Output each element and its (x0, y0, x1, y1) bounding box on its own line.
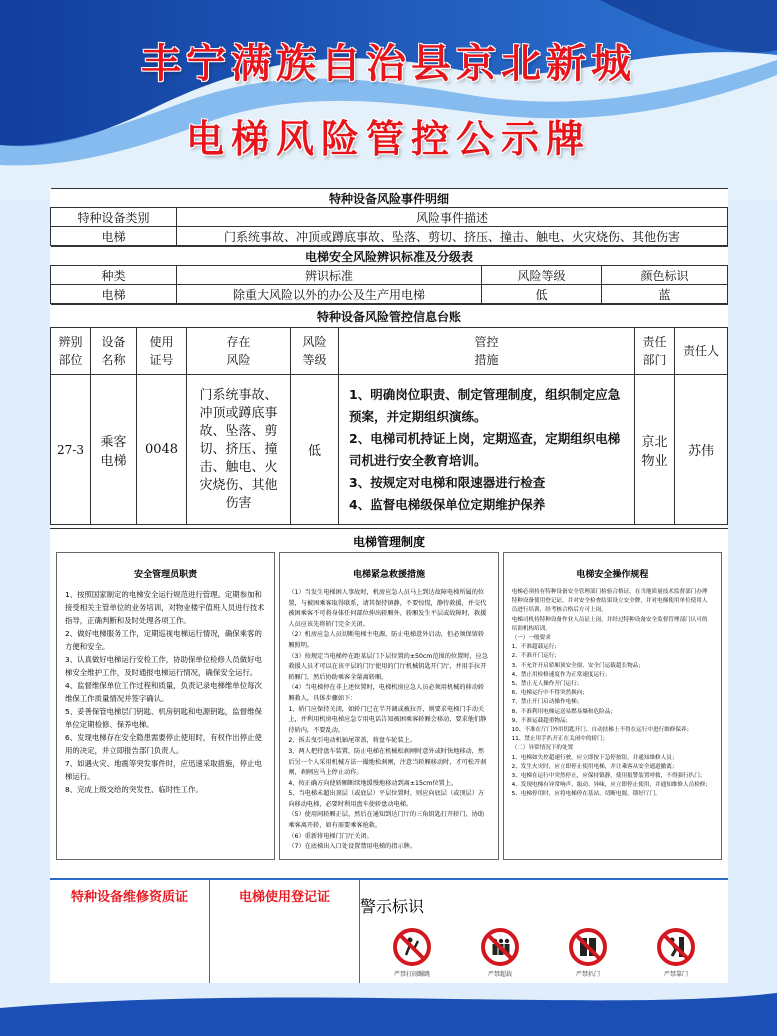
measures-cell (339, 375, 635, 525)
table-cell: 苏伟 (675, 375, 728, 525)
table-header: 风险事件描述 (177, 208, 728, 227)
section-title: 电梯管理制度 (50, 528, 728, 551)
table-header (291, 328, 339, 375)
column-paragraph: （6）重新将电梯门门厅关闭。 (288, 832, 373, 840)
measure-item: 3、按规定对电梯和限速器进行检查 (349, 474, 546, 490)
column-paragraph: 8、完成上级交给的突发性、临时性工作。 (65, 785, 203, 794)
column-paragraph: 2、不准开门运行； (511, 653, 560, 660)
content-panel (50, 188, 728, 983)
section-title: 电梯安全风险辨识标准及分级表 (51, 247, 728, 266)
cell-text: 门系统事故、冲顶或蹲底事故、坠落、剪切、挤压、撞击、触电、火灾烧伤、其他伤害 (199, 387, 278, 511)
warning-sign (647, 927, 705, 978)
table-header: 颜色标识 (602, 266, 728, 285)
column-body (512, 588, 713, 800)
header-text: 设备名称 (101, 335, 126, 367)
table-cell: 27-3 (51, 375, 91, 525)
maintenance-cert-label: 特种设备维修资质证 (70, 890, 188, 905)
table-header (635, 328, 675, 375)
table-cell (91, 375, 137, 525)
risk-grading-table (50, 246, 728, 304)
measure-item: 2、电梯司机持证上岗，定期巡查，定期组织电梯司机进行安全教育培训。 (349, 430, 621, 468)
header-text: 使用证号 (149, 335, 174, 367)
column-body (65, 588, 266, 796)
table-cell: 低 (482, 285, 602, 304)
header-text: 责任部门 (642, 335, 667, 367)
column-paragraph: （二）异常情况下的处置 (511, 745, 574, 752)
risk-ledger-table (50, 304, 728, 525)
table-header: 责任人 (675, 328, 728, 375)
column-paragraph: 4、按正确方向使轿厢断续地缓慢地移动到离±15cm位置上。 (288, 779, 458, 787)
column-paragraph: 3、认真做好电梯运行安检工作，协助保单位检修人员做好电梯安全维护工作，及时通报电梯运行情况，确保安全运行。 (65, 655, 262, 677)
column-paragraph: 1、按照国家制定的电梯安全运行规范进行管理。定期参加和接受相关主管单位的业务培训，对物业楼宇值班人员进行技术指导，正确判断和及时处理各项工作。 (65, 590, 265, 625)
measure-item: 4、监督电梯级保单位定期维护保养 (349, 496, 546, 512)
sign-caption: 严禁扒门 (575, 971, 600, 978)
column-paragraph: 10、不准在厅门外用钥匙开门、自动扶梯上不得在运行中进行维修保养； (511, 727, 693, 734)
column-title: 电梯安全操作规程 (576, 570, 649, 580)
header-background (0, 0, 777, 200)
column-paragraph: 4、监督维保单位工作过程和质量，负责记录电梯维单位每次维保工作质量情况并签字确认。 (65, 681, 262, 703)
table-cell: 0048 (137, 375, 187, 525)
maintenance-cert-box (50, 880, 210, 985)
warning-signs (360, 917, 728, 978)
column-paragraph: （4）当电梯停在非上述位置时，电梯机房应急人员必须用机械的移动轿厢救人，具体步骤如下： (288, 684, 485, 702)
column-paragraph: 电梯必须持有特种设备安全管理部门检验合格证，在当地质量技术监督部门办理特种设备使用登记证，并对安全检查结果设立安全牌，并对电梯使用单位使用人员进行培训，经考核合格后方可上岗。 (511, 589, 708, 614)
column-paragraph: 7、禁止开门启动操作电梯； (511, 699, 583, 706)
column-paragraph: （3）按规定当电梯停在距某层门下层位置的±50cm范围的位置时，应急救援人员才可以在该平层的门厅使用的门厅机械钥匙开门厅，并用手拉开轿厢门，然后协助乘客全量离轿厢。 (288, 652, 489, 681)
page-title: 丰宁满族自治县京北新城 (141, 40, 636, 87)
table-cell: 电梯 (51, 227, 177, 246)
no-leaning-icon (656, 927, 696, 967)
risk-events-table (50, 188, 728, 246)
column-paragraph: 3、电梯在运行中突然停止，应保持镇静，使用报警装置呼救，不得强行扒门； (511, 773, 706, 780)
column-paragraph: 电梯司机持特种设备作业人员证上岗，并经过特种设备安全监督管理部门认可的培训机构培训。 (511, 616, 708, 632)
sign-caption: 严禁打闹蹦跳 (393, 971, 430, 978)
table-cell (187, 375, 291, 525)
table-cell: 低 (291, 375, 339, 525)
column-paragraph: 4、禁止用检修速度作为正常速度运行； (511, 671, 611, 678)
no-prying-door-icon (568, 927, 608, 967)
column-paragraph: 1、轿门应保持关闭，如轿门已在半开调或被拉开，则要求电梯门手动关上，并利用机房电梯应急专用电话告知被困乘客轿厢会移动，要求他们静待轿内，不要乱动。 (288, 705, 487, 734)
section-title: 特种设备风险管控信息台账 (51, 305, 728, 328)
table-header (339, 328, 635, 375)
column-paragraph: 3、不允许开启轿厢顶安全窗、安全门运载超长物品； (511, 662, 644, 669)
table-header (137, 328, 187, 375)
warning-sign (471, 927, 529, 978)
column-paragraph: （5）使用间轿厢正层，然后在通知到达门厅的三角钥匙打开轿门，协助乘客离开轿，如有需要乘客抢救。 (288, 811, 485, 830)
table-header: 辨识标准 (177, 266, 482, 285)
table-header: 种类 (51, 266, 177, 285)
column-paragraph: （一）一般要求 (511, 635, 551, 642)
registration-cert-label: 电梯使用登记证 (238, 890, 330, 905)
cell-text: 乘客电梯 (100, 434, 127, 469)
column-paragraph: 2、拆去曳引电动机轴尾罩盖，将盘车轮装上。 (288, 737, 417, 745)
column-paragraph: 2、做好电梯服务工作，定期巡视电梯运行情况，确保乘客的方便和安全。 (65, 629, 262, 651)
page-subtitle: 电梯风险管控公示牌 (185, 116, 591, 161)
table-header: 风险等级 (482, 266, 602, 285)
footer-background (0, 983, 777, 1036)
column-body (288, 588, 489, 853)
column-paragraph: （1）当发生电梯困人事故时，机房应急人员马上到达故障电梯所属的位置，与被困乘客取得联系，请其保持镇静，不要惊慌，静待救援，并交代被困乘客不可将身体任何部位伸出轿厢外，轿厢发生平层或故障时，救援人员应该先将轿门完全关闭。 (288, 589, 487, 628)
table-cell: 蓝 (602, 285, 728, 304)
sign-caption: 严禁超载 (487, 971, 512, 978)
warning-sign (383, 927, 441, 978)
header-text: 管控措施 (474, 335, 499, 367)
column-paragraph: 6、电梯运行中不得突然换向； (511, 690, 588, 697)
column-paragraph: 11、禁止用手扒开正在关闭中的轿门； (511, 736, 609, 743)
column-paragraph: 7、如遇火灾、地震等突发事件时，应迅速采取措施，停止电梯运行。 (65, 759, 262, 781)
table-cell (635, 375, 675, 525)
header-text: 辨别部位 (58, 335, 83, 367)
column-title: 安全管理员职责 (134, 570, 198, 580)
table-header: 特种设备类别 (51, 208, 177, 227)
column-paragraph: 1、不准超载运行； (511, 644, 560, 651)
column-paragraph: 4、发现电梯有异常响声、振动、异味，应立即停止使用，并通知维修人员检修； (511, 782, 711, 789)
table-cell: 除重大风险以外的办公及生产用电梯 (177, 285, 482, 304)
table-cell: 电梯 (51, 285, 177, 304)
section-title: 特种设备风险事件明细 (51, 189, 728, 208)
column-paragraph: 2、发生火灾时，应立即停止使用电梯，并让乘客从安全通道撤离； (511, 763, 678, 770)
sign-caption: 严禁靠门 (663, 971, 688, 978)
no-climbing-icon (392, 927, 432, 967)
column-title: 电梯紧急救援措施 (352, 570, 425, 580)
no-overload-icon (480, 927, 520, 967)
header-text: 风险等级 (302, 335, 327, 367)
table-header (91, 328, 137, 375)
admin-duties-column (56, 552, 275, 860)
rescue-measures-column (279, 552, 498, 860)
column-paragraph: （2）机房应急人员切断电梯主电源，防止电梯意外启动，但必须保留轿厢照明。 (288, 631, 485, 649)
column-paragraph: 8、不准利用电梯运送易燃易爆和危险品； (511, 708, 616, 715)
column-paragraph: 3、两人把持盘车装置，防止电梯在机械松刹闸时意外或时快地移动，然后另一个人采用机械方法一撮地松刹闸，注意当轿厢移动时，才可松开刹闸，刹闸应马上停止动作。 (288, 747, 487, 777)
column-paragraph: 1、电梯如失控超速行驶，应立即按下急停按钮，并通知维修人员； (511, 754, 678, 761)
operation-rules-column (503, 552, 722, 860)
cell-text: 京北物业 (641, 434, 668, 469)
column-paragraph: 5、禁止无人操作开门运行； (511, 681, 583, 688)
warning-sign (559, 927, 617, 978)
bottom-section (50, 878, 728, 985)
measure-item: 1、明确岗位职责、制定管理制度，组织制定应急预案，并定期组织演练。 (349, 386, 621, 424)
column-paragraph: 5、电梯停用时，应将电梯停在基站，切断电源，锁好厅门。 (511, 791, 661, 798)
column-paragraph: 5、妥善保管电梯层门钥匙、机房钥匙和电源钥匙，监督维保单位定期检修、保养电梯。 (65, 707, 262, 729)
table-header (51, 328, 91, 375)
table-cell: 门系统事故、冲顶或蹲底事故、坠落、剪切、挤压、撞击、触电、火灾烧伤、其他伤害 (177, 227, 728, 246)
column-paragraph: 5、当电梯未超出顶层（或底层）平层位置时，则应向底层（或顶层）方向移动电梯，必要时利用盘车使轿盘动电梯。 (288, 790, 485, 808)
registration-cert-box (210, 880, 360, 985)
column-paragraph: 6、发现电梯存在安全隐患需要停止使用时，有权作出停止使用的决定，并立即报告部门负责人。 (65, 733, 262, 755)
warning-signs-label: 警示标识 (360, 897, 425, 916)
column-paragraph: 9、不准运载超重物品； (511, 717, 572, 724)
column-paragraph: （7）在底梯出入口处设置禁用电梯的指示牌。 (288, 843, 417, 851)
management-columns (56, 552, 722, 860)
warning-signs-box (360, 880, 728, 985)
table-header (187, 328, 291, 375)
header-text: 存在风险 (226, 335, 251, 367)
